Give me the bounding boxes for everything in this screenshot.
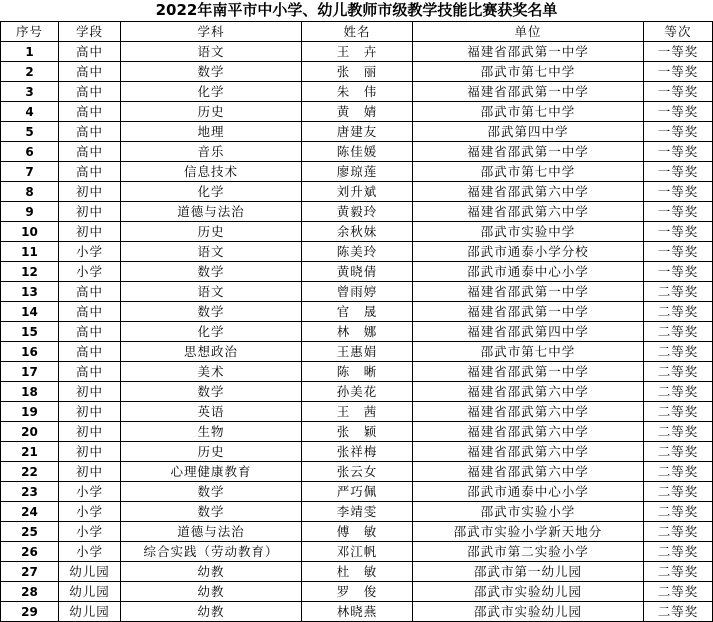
cell-name: 黄晓倩 (302, 262, 413, 282)
cell-subject: 幼教 (121, 582, 302, 602)
table-row (1, 42, 713, 62)
cell-index: 9 (1, 202, 59, 222)
table-row (1, 602, 713, 622)
header-row (1, 22, 713, 42)
cell-unit: 邵武市实验幼儿园 (413, 602, 644, 622)
cell-rank: 一等奖 (644, 82, 713, 102)
cell-unit: 邵武市实验幼儿园 (413, 582, 644, 602)
cell-stage: 小学 (59, 242, 121, 262)
table-row (1, 302, 713, 322)
table-row (1, 322, 713, 342)
cell-rank: 二等奖 (644, 582, 713, 602)
cell-stage: 小学 (59, 502, 121, 522)
cell-stage: 高中 (59, 302, 121, 322)
cell-unit: 福建省邵武第六中学 (413, 182, 644, 202)
table-row (1, 582, 713, 602)
table-row (1, 242, 713, 262)
cell-index: 21 (1, 442, 59, 462)
cell-subject: 数学 (121, 302, 302, 322)
cell-rank: 二等奖 (644, 382, 713, 402)
cell-unit: 邵武市第一幼儿园 (413, 562, 644, 582)
cell-stage: 高中 (59, 282, 121, 302)
cell-name: 陈佳媛 (302, 142, 413, 162)
cell-unit: 邵武市第二实验小学 (413, 542, 644, 562)
cell-unit: 福建省邵武第一中学 (413, 142, 644, 162)
cell-stage: 高中 (59, 362, 121, 382)
cell-name: 官 晟 (302, 302, 413, 322)
cell-subject: 心理健康教育 (121, 462, 302, 482)
cell-index: 19 (1, 402, 59, 422)
cell-name: 林 娜 (302, 322, 413, 342)
table-row (1, 362, 713, 382)
table-row (1, 422, 713, 442)
cell-index: 20 (1, 422, 59, 442)
header-name: 姓名 (302, 22, 413, 42)
cell-stage: 初中 (59, 462, 121, 482)
cell-index: 6 (1, 142, 59, 162)
cell-name: 唐建友 (302, 122, 413, 142)
cell-index: 8 (1, 182, 59, 202)
cell-name: 李靖雯 (302, 502, 413, 522)
cell-rank: 二等奖 (644, 522, 713, 542)
cell-rank: 二等奖 (644, 402, 713, 422)
cell-name: 黄 婧 (302, 102, 413, 122)
cell-name: 王 茜 (302, 402, 413, 422)
cell-subject: 数学 (121, 502, 302, 522)
cell-rank: 一等奖 (644, 122, 713, 142)
cell-unit: 邵武市通泰中心小学 (413, 482, 644, 502)
cell-index: 22 (1, 462, 59, 482)
cell-index: 28 (1, 582, 59, 602)
header-subject: 学科 (121, 22, 302, 42)
cell-rank: 二等奖 (644, 282, 713, 302)
cell-rank: 二等奖 (644, 542, 713, 562)
cell-stage: 幼儿园 (59, 562, 121, 582)
cell-unit: 福建省邵武第六中学 (413, 402, 644, 422)
table-row (1, 262, 713, 282)
cell-unit: 福建省邵武第一中学 (413, 82, 644, 102)
cell-stage: 小学 (59, 482, 121, 502)
cell-name: 罗 俊 (302, 582, 413, 602)
cell-index: 29 (1, 602, 59, 622)
cell-rank: 一等奖 (644, 222, 713, 242)
cell-subject: 历史 (121, 442, 302, 462)
header-unit: 单位 (413, 22, 644, 42)
cell-rank: 一等奖 (644, 202, 713, 222)
cell-name: 余秋妹 (302, 222, 413, 242)
cell-rank: 一等奖 (644, 242, 713, 262)
cell-unit: 邵武市通泰小学分校 (413, 242, 644, 262)
cell-subject: 数学 (121, 482, 302, 502)
cell-stage: 高中 (59, 142, 121, 162)
table-row (1, 502, 713, 522)
table-row (1, 342, 713, 362)
cell-rank: 二等奖 (644, 562, 713, 582)
cell-unit: 邵武市实验小学 (413, 502, 644, 522)
cell-subject: 语文 (121, 42, 302, 62)
cell-stage: 初中 (59, 402, 121, 422)
table-row (1, 562, 713, 582)
table-row (1, 102, 713, 122)
table-row (1, 222, 713, 242)
cell-index: 7 (1, 162, 59, 182)
cell-stage: 高中 (59, 342, 121, 362)
cell-name: 廖琼莲 (302, 162, 413, 182)
cell-subject: 幼教 (121, 562, 302, 582)
table-row (1, 522, 713, 542)
cell-index: 2 (1, 62, 59, 82)
cell-unit: 邵武市第七中学 (413, 342, 644, 362)
cell-name: 邓江帆 (302, 542, 413, 562)
cell-stage: 高中 (59, 42, 121, 62)
cell-rank: 二等奖 (644, 462, 713, 482)
cell-index: 4 (1, 102, 59, 122)
cell-subject: 幼教 (121, 602, 302, 622)
cell-subject: 化学 (121, 182, 302, 202)
cell-index: 5 (1, 122, 59, 142)
cell-name: 王 卉 (302, 42, 413, 62)
table-row (1, 482, 713, 502)
cell-rank: 一等奖 (644, 62, 713, 82)
cell-unit: 福建省邵武第六中学 (413, 442, 644, 462)
cell-unit: 邵武市实验中学 (413, 222, 644, 242)
cell-unit: 福建省邵武第六中学 (413, 422, 644, 442)
cell-unit: 福建省邵武第六中学 (413, 202, 644, 222)
award-table (0, 21, 713, 622)
cell-subject: 历史 (121, 102, 302, 122)
cell-name: 张 丽 (302, 62, 413, 82)
cell-unit: 福建省邵武第四中学 (413, 322, 644, 342)
cell-stage: 初中 (59, 382, 121, 402)
cell-index: 16 (1, 342, 59, 362)
cell-name: 陈 晰 (302, 362, 413, 382)
cell-unit: 邵武市通泰中心小学 (413, 262, 644, 282)
cell-index: 13 (1, 282, 59, 302)
cell-subject: 化学 (121, 82, 302, 102)
cell-subject: 生物 (121, 422, 302, 442)
cell-index: 12 (1, 262, 59, 282)
cell-stage: 高中 (59, 62, 121, 82)
cell-subject: 化学 (121, 322, 302, 342)
cell-subject: 思想政治 (121, 342, 302, 362)
cell-index: 27 (1, 562, 59, 582)
cell-index: 26 (1, 542, 59, 562)
cell-index: 23 (1, 482, 59, 502)
cell-index: 11 (1, 242, 59, 262)
cell-stage: 初中 (59, 182, 121, 202)
cell-unit: 福建省邵武第一中学 (413, 42, 644, 62)
cell-stage: 小学 (59, 522, 121, 542)
table-row (1, 542, 713, 562)
cell-index: 1 (1, 42, 59, 62)
cell-unit: 邵武第四中学 (413, 122, 644, 142)
cell-stage: 初中 (59, 422, 121, 442)
document-title: 2022年南平市中小学、幼儿教师市级教学技能比赛获奖名单 (155, 1, 558, 19)
cell-rank: 二等奖 (644, 342, 713, 362)
header-rank: 等次 (644, 22, 713, 42)
cell-subject: 道德与法治 (121, 522, 302, 542)
cell-subject: 数学 (121, 62, 302, 82)
table-row (1, 142, 713, 162)
cell-name: 陈美玲 (302, 242, 413, 262)
cell-stage: 高中 (59, 322, 121, 342)
cell-rank: 一等奖 (644, 142, 713, 162)
cell-name: 王惠娟 (302, 342, 413, 362)
cell-rank: 二等奖 (644, 362, 713, 382)
cell-unit: 福建省邵武第一中学 (413, 282, 644, 302)
cell-rank: 二等奖 (644, 302, 713, 322)
cell-index: 3 (1, 82, 59, 102)
cell-subject: 语文 (121, 242, 302, 262)
cell-unit: 邵武市第七中学 (413, 162, 644, 182)
cell-unit: 邵武市第七中学 (413, 102, 644, 122)
cell-unit: 福建省邵武第六中学 (413, 382, 644, 402)
cell-stage: 初中 (59, 222, 121, 242)
cell-stage: 高中 (59, 122, 121, 142)
cell-name: 张祥梅 (302, 442, 413, 462)
cell-stage: 高中 (59, 162, 121, 182)
cell-subject: 数学 (121, 262, 302, 282)
cell-index: 18 (1, 382, 59, 402)
cell-subject: 综合实践（劳动教育） (121, 542, 302, 562)
cell-name: 杜 敏 (302, 562, 413, 582)
cell-stage: 幼儿园 (59, 582, 121, 602)
cell-subject: 语文 (121, 282, 302, 302)
cell-subject: 历史 (121, 222, 302, 242)
cell-subject: 地理 (121, 122, 302, 142)
header-stage: 学段 (59, 22, 121, 42)
cell-subject: 英语 (121, 402, 302, 422)
cell-stage: 高中 (59, 102, 121, 122)
cell-stage: 小学 (59, 542, 121, 562)
cell-name: 曾雨婷 (302, 282, 413, 302)
cell-stage: 高中 (59, 82, 121, 102)
table-row (1, 402, 713, 422)
cell-rank: 二等奖 (644, 322, 713, 342)
cell-name: 林晓燕 (302, 602, 413, 622)
cell-rank: 一等奖 (644, 182, 713, 202)
table-row (1, 282, 713, 302)
cell-name: 张 颖 (302, 422, 413, 442)
cell-name: 严巧佩 (302, 482, 413, 502)
cell-stage: 幼儿园 (59, 602, 121, 622)
table-row (1, 442, 713, 462)
table-body (1, 42, 713, 622)
cell-subject: 美术 (121, 362, 302, 382)
cell-name: 张云女 (302, 462, 413, 482)
cell-index: 10 (1, 222, 59, 242)
cell-unit: 福建省邵武第一中学 (413, 302, 644, 322)
table-row (1, 182, 713, 202)
cell-index: 24 (1, 502, 59, 522)
cell-rank: 一等奖 (644, 42, 713, 62)
cell-subject: 信息技术 (121, 162, 302, 182)
table-row (1, 382, 713, 402)
cell-rank: 一等奖 (644, 102, 713, 122)
cell-subject: 数学 (121, 382, 302, 402)
cell-stage: 初中 (59, 202, 121, 222)
table-row (1, 162, 713, 182)
cell-subject: 道德与法治 (121, 202, 302, 222)
cell-stage: 小学 (59, 262, 121, 282)
cell-rank: 一等奖 (644, 162, 713, 182)
cell-rank: 二等奖 (644, 502, 713, 522)
cell-rank: 一等奖 (644, 262, 713, 282)
cell-name: 孙美花 (302, 382, 413, 402)
table-row (1, 82, 713, 102)
cell-rank: 二等奖 (644, 442, 713, 462)
header-index: 序号 (1, 22, 59, 42)
cell-unit: 福建省邵武第六中学 (413, 462, 644, 482)
table-row (1, 122, 713, 142)
table-row (1, 202, 713, 222)
cell-name: 朱 伟 (302, 82, 413, 102)
cell-index: 25 (1, 522, 59, 542)
cell-unit: 福建省邵武第一中学 (413, 362, 644, 382)
table-row (1, 62, 713, 82)
cell-rank: 二等奖 (644, 422, 713, 442)
cell-index: 17 (1, 362, 59, 382)
cell-unit: 邵武市第七中学 (413, 62, 644, 82)
cell-unit: 邵武市实验小学新天地分 (413, 522, 644, 542)
cell-index: 14 (1, 302, 59, 322)
cell-name: 黄毅玲 (302, 202, 413, 222)
cell-name: 傅 敏 (302, 522, 413, 542)
cell-subject: 音乐 (121, 142, 302, 162)
cell-rank: 二等奖 (644, 602, 713, 622)
cell-stage: 初中 (59, 442, 121, 462)
cell-rank: 二等奖 (644, 482, 713, 502)
cell-index: 15 (1, 322, 59, 342)
cell-name: 刘升斌 (302, 182, 413, 202)
table-row (1, 462, 713, 482)
